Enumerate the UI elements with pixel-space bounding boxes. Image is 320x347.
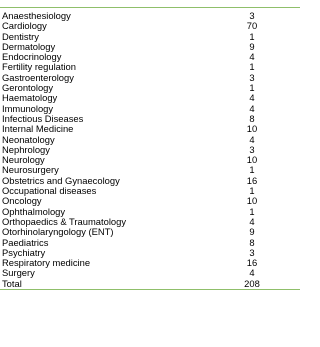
specialty-name: Gastroenterology — [2, 72, 74, 83]
specialty-rows — [0, 11, 302, 279]
specialty-count: 4 — [249, 268, 255, 279]
table-row — [0, 135, 302, 145]
specialty-count: 4 — [249, 134, 255, 145]
table-row — [0, 104, 302, 114]
table-row — [0, 176, 302, 186]
table-row — [0, 93, 302, 103]
table-row — [0, 227, 302, 237]
specialty-name: Gerontology — [2, 83, 54, 94]
specialty-count: 1 — [249, 206, 255, 217]
specialty-name: Immunology — [2, 103, 54, 114]
table-row — [0, 238, 302, 248]
specialty-name: Neurology — [2, 155, 45, 166]
specialty-table-container — [0, 7, 300, 290]
table-row — [0, 21, 302, 31]
table-row — [0, 207, 302, 217]
table-body — [0, 8, 300, 279]
table-row — [0, 196, 302, 206]
total-value: 208 — [244, 278, 260, 289]
specialty-name: Fertility regulation — [2, 62, 76, 73]
specialty-name: Endocrinology — [2, 52, 62, 63]
table-row — [0, 217, 302, 227]
specialty-name: Anaesthesiology — [2, 11, 71, 21]
specialty-name: Internal Medicine — [2, 124, 74, 135]
specialty-name: Respiratory medicine — [2, 258, 91, 269]
specialty-name: Orthopaedics & Traumatology — [2, 216, 127, 227]
specialty-name: Neonatology — [2, 134, 55, 145]
specialty-count: 3 — [249, 72, 255, 83]
table-row — [0, 165, 302, 175]
table-row — [0, 124, 302, 134]
table-row — [0, 114, 302, 124]
table-row — [0, 145, 302, 155]
table-row — [0, 268, 302, 278]
specialty-count: 3 — [249, 247, 255, 258]
specialty-count: 10 — [246, 196, 258, 207]
specialty-count: 1 — [249, 83, 255, 94]
specialty-name: Otorhinolaryngology (ENT) — [2, 227, 114, 238]
table-row — [0, 62, 302, 72]
specialty-count: 16 — [246, 175, 258, 186]
specialty-name: Paediatrics — [2, 237, 49, 248]
total-label: Total — [2, 278, 22, 289]
table-row — [0, 258, 302, 268]
table-row — [0, 42, 302, 52]
specialty-name: Dentistry — [2, 31, 39, 42]
specialty-name: Occupational diseases — [2, 186, 97, 197]
table-row — [0, 155, 302, 165]
bottom-rule — [0, 289, 300, 290]
specialty-count: 8 — [249, 113, 255, 124]
table-row — [0, 11, 302, 21]
specialty-count: 10 — [246, 124, 258, 135]
specialty-name: Cardiology — [2, 21, 47, 32]
table-row — [0, 186, 302, 196]
specialty-name: Ophthalmology — [2, 206, 66, 217]
table-row — [0, 32, 302, 42]
specialty-name: Obstetrics and Gynaecology — [2, 175, 120, 186]
specialty-count: 1 — [249, 31, 255, 42]
total-row — [0, 279, 302, 289]
specialty-table — [0, 11, 302, 279]
specialty-count: 4 — [249, 216, 255, 227]
specialty-count: 4 — [249, 93, 255, 104]
specialty-count: 16 — [246, 258, 258, 269]
specialty-count: 9 — [249, 41, 255, 52]
specialty-name: Oncology — [2, 196, 42, 207]
specialty-name: Nephrology — [2, 144, 50, 155]
specialty-count: 9 — [249, 227, 255, 238]
specialty-count: 3 — [249, 11, 255, 21]
table-row — [0, 248, 302, 258]
specialty-name: Neurosurgery — [2, 165, 59, 176]
specialty-count: 8 — [249, 237, 255, 248]
total-table — [0, 279, 302, 289]
specialty-count: 1 — [249, 186, 255, 197]
specialty-count: 4 — [249, 103, 255, 114]
specialty-name: Surgery — [2, 268, 35, 279]
specialty-name: Dermatology — [2, 41, 56, 52]
table-row — [0, 73, 302, 83]
specialty-count: 70 — [246, 21, 258, 32]
specialty-count: 10 — [246, 155, 258, 166]
specialty-count: 1 — [249, 165, 255, 176]
specialty-count: 4 — [249, 52, 255, 63]
specialty-name: Infectious Diseases — [2, 113, 84, 124]
specialty-count: 1 — [249, 62, 255, 73]
specialty-count: 3 — [249, 144, 255, 155]
specialty-name: Haematology — [2, 93, 58, 104]
table-row — [0, 52, 302, 62]
specialty-name: Psychiatry — [2, 247, 46, 258]
table-row — [0, 83, 302, 93]
